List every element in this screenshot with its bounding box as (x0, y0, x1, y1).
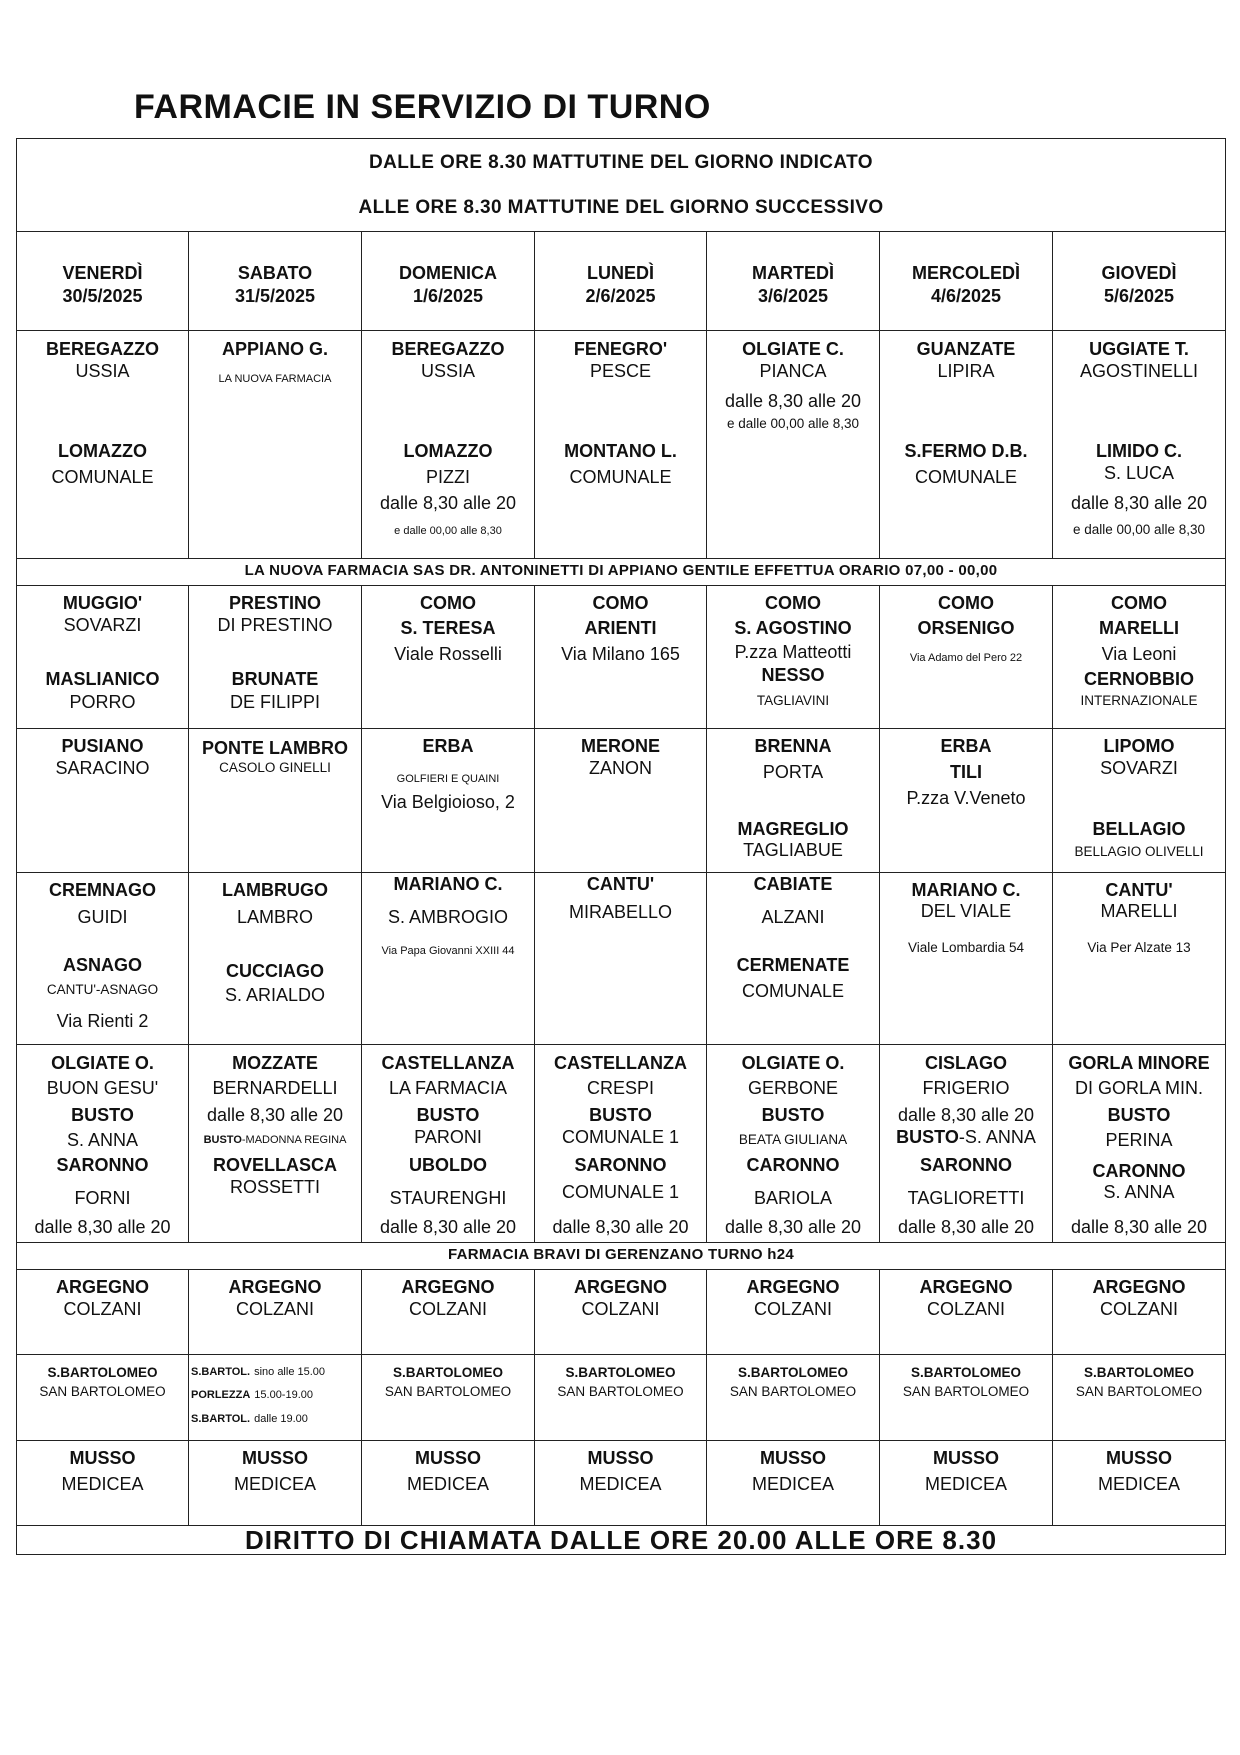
pharmacy-detail: -S. ANNA (958, 1127, 1036, 1147)
pharmacy-town: LIPOMO (1103, 736, 1175, 756)
pharmacy-town: APPIANO G. (221, 339, 328, 359)
pharmacy-town: MARIANO C. (393, 874, 503, 894)
pharmacy-town: PORLEZZA (191, 1389, 251, 1401)
duty-cell (707, 586, 880, 729)
pharmacy-town: ARIENTI (584, 618, 657, 638)
duty-cell (535, 1045, 707, 1243)
pharmacy-town: MOZZATE (232, 1053, 318, 1073)
pharmacy-town: S.BARTOLOMEO (47, 1365, 158, 1380)
duty-cell (535, 873, 707, 1045)
pharmacy-detail: Viale Lombardia 54 (907, 940, 1025, 955)
pharmacy-detail: dalle 8,30 alle 20 (552, 1217, 689, 1237)
pharmacy-detail: dalle 8,30 alle 20 (724, 391, 862, 411)
pharmacy-detail: LAMBRO (236, 907, 314, 927)
pharmacy-detail: INTERNAZIONALE (1080, 693, 1198, 708)
pharmacy-detail: DI GORLA MIN. (1074, 1078, 1204, 1098)
pharmacy-detail: PARONI (414, 1127, 482, 1147)
day-cell (189, 232, 362, 331)
pharmacy-detail: e dalle 00,00 alle 8,30 (726, 416, 860, 431)
note-bravi-text: FARMACIA BRAVI DI GERENZANO TURNO h24 (447, 1246, 795, 1263)
shift-row-7 (17, 1355, 1226, 1441)
pharmacy-detail: BUON GESU' (46, 1078, 159, 1098)
pharmacy-detail: CRESPI (586, 1078, 655, 1098)
duty-cell (189, 873, 362, 1045)
pharmacy-detail: COMUNALE (914, 467, 1017, 487)
pharmacy-detail: dalle 19.00 (254, 1413, 308, 1425)
pharmacy-town: CISLAGO (924, 1053, 1007, 1073)
pharmacy-town: BEREGAZZO (45, 339, 159, 359)
pharmacy-town: BUSTO (416, 1105, 480, 1125)
pharmacy-town: ERBA (940, 736, 992, 756)
pharmacy-town: PRESTINO (228, 593, 321, 613)
pharmacy-detail: COLZANI (235, 1299, 314, 1319)
pharmacy-town: CANTU' (586, 874, 655, 894)
pharmacy-detail: MEDICEA (1097, 1474, 1180, 1494)
pharmacy-town: BUSTO (71, 1105, 134, 1125)
day-name: MARTEDÌ (752, 263, 834, 283)
pharmacy-town: CARONNO (746, 1155, 840, 1175)
pharmacy-detail: -MADONNA REGINA (241, 1134, 347, 1146)
note-appiano (17, 559, 1226, 586)
pharmacy-town: ARGEGNO (919, 1277, 1013, 1297)
pharmacy-town: ARGEGNO (228, 1277, 322, 1297)
pharmacy-town: BRUNATE (231, 669, 319, 689)
pharmacy-detail: BEATA GIULIANA (738, 1132, 848, 1147)
schedule-table (16, 138, 1226, 1555)
duty-cell (880, 729, 1053, 873)
duty-cell (1053, 1355, 1226, 1441)
pharmacy-town: NESSO (761, 665, 825, 685)
pharmacy-detail: dalle 8,30 alle 20 (897, 1105, 1035, 1125)
pharmacy-detail: sino alle 15.00 (254, 1366, 326, 1378)
pharmacy-detail: S. ANNA (66, 1130, 139, 1150)
pharmacy-detail: dalle 8,30 alle 20 (724, 1217, 862, 1237)
pharmacy-town: LIMIDO C. (1096, 441, 1182, 461)
pharmacy-town: CASTELLANZA (381, 1053, 515, 1073)
day-cell (17, 232, 189, 331)
duty-cell (880, 1045, 1053, 1243)
pharmacy-town: COMO (420, 593, 476, 613)
duty-cell (707, 331, 880, 559)
duty-cell (1053, 1045, 1226, 1243)
pharmacy-town: S.BARTOL. (191, 1413, 251, 1425)
pharmacy-detail: COMUNALE (741, 981, 844, 1001)
duty-cell (17, 1355, 189, 1441)
pharmacy-town: S.BARTOLOMEO (1083, 1365, 1194, 1380)
pharmacy-town: TILI (950, 762, 982, 782)
duty-cell (535, 729, 707, 873)
pharmacy-town: MUSSO (932, 1448, 999, 1468)
duty-cell (189, 1441, 362, 1526)
pharmacy-town: OLGIATE O. (741, 1053, 845, 1073)
pharmacy-detail: MEDICEA (233, 1474, 316, 1494)
pharmacy-detail: DEL VIALE (920, 901, 1012, 921)
pharmacy-detail: GUIDI (77, 907, 128, 927)
day-name: MERCOLEDÌ (912, 263, 1020, 283)
pharmacy-detail: Via Belgioioso, 2 (381, 792, 515, 812)
duty-cell (707, 1441, 880, 1526)
pharmacy-detail: ROSSETTI (229, 1177, 320, 1197)
duty-cell (362, 1270, 535, 1355)
pharmacy-detail: TAGLIABUE (743, 840, 843, 860)
pharmacy-detail: SAN BARTOLOMEO (729, 1384, 857, 1399)
duty-cell (535, 1441, 707, 1526)
pharmacy-town: COMO (1111, 593, 1167, 613)
pharmacy-town: SARONNO (919, 1155, 1012, 1175)
pharmacy-detail: MEDICEA (751, 1474, 834, 1494)
pharmacy-detail: GERBONE (747, 1078, 839, 1098)
duty-cell (17, 331, 189, 559)
shift-row-6 (17, 1270, 1226, 1355)
pharmacy-detail: Via Rienti 2 (56, 1011, 149, 1031)
pharmacy-detail: dalle 8,30 alle 20 (897, 1217, 1035, 1237)
pharmacy-detail: dalle 8,30 alle 20 (379, 493, 517, 513)
duty-cell (880, 1441, 1053, 1526)
duty-cell (362, 873, 535, 1045)
duty-cell (1053, 1441, 1226, 1526)
pharmacy-detail: S. ANNA (1103, 1182, 1175, 1202)
pharmacy-town: S. AGOSTINO (734, 618, 852, 638)
pharmacy-detail: GOLFIERI E QUAINI (396, 773, 500, 785)
pharmacy-town: BRENNA (754, 736, 832, 756)
pharmacy-detail: MIRABELLO (568, 902, 673, 922)
pharmacy-detail: COLZANI (1099, 1299, 1178, 1319)
day-name: GIOVEDÌ (1101, 263, 1177, 283)
pharmacy-detail: P.zza Matteotti (734, 642, 852, 662)
pharmacy-town: MUSSO (1105, 1448, 1172, 1468)
pharmacy-town: CUCCIAGO (226, 961, 324, 981)
note-appiano-text: LA NUOVA FARMACIA SAS DR. ANTONINETTI DI APPIANO GENTILE EFFETTUA ORARIO 07,00 - 00,00 (244, 562, 998, 579)
pharmacy-detail: COLZANI (408, 1299, 487, 1319)
pharmacy-town: MERONE (580, 736, 660, 756)
duty-cell (17, 1441, 189, 1526)
footer-cell (17, 1526, 1226, 1555)
pharmacy-detail: PORTA (762, 762, 824, 782)
pharmacy-detail: MARELLI (1100, 901, 1178, 921)
pharmacy-town: SARONNO (574, 1155, 667, 1175)
pharmacy-detail: AGOSTINELLI (1079, 361, 1199, 381)
pharmacy-detail: LA NUOVA FARMACIA (218, 373, 332, 385)
pharmacy-town: ASNAGO (62, 955, 142, 975)
duty-cell (362, 586, 535, 729)
day-date: 4/6/2025 (930, 286, 1002, 306)
duty-cell (362, 729, 535, 873)
duty-cell (880, 873, 1053, 1045)
pharmacy-detail: COMUNALE 1 (561, 1127, 680, 1147)
shift-row-1 (17, 331, 1226, 559)
footer-text: DIRITTO DI CHIAMATA DALLE ORE 20.00 ALLE ORE 8.30 (244, 1525, 998, 1555)
pharmacy-town: MONTANO L. (564, 441, 677, 461)
pharmacy-detail: SAN BARTOLOMEO (557, 1384, 684, 1399)
day-name: LUNEDÌ (587, 263, 654, 283)
pharmacy-town: ARGEGNO (401, 1277, 495, 1297)
pharmacy-detail: COLZANI (63, 1299, 142, 1319)
pharmacy-town: ARGEGNO (573, 1277, 667, 1297)
duty-cell (1053, 729, 1226, 873)
pharmacy-detail: S. LUCA (1103, 463, 1175, 483)
duty-cell (17, 1270, 189, 1355)
note-row (17, 1243, 1226, 1270)
duty-cell (535, 1355, 707, 1441)
pharmacy-town: S.BARTOLOMEO (737, 1365, 848, 1380)
pharmacy-town: OLGIATE O. (51, 1053, 154, 1073)
pharmacy-detail: Via Papa Giovanni XXIII 44 (381, 945, 515, 957)
page-title: FARMACIE IN SERVIZIO DI TURNO (134, 88, 711, 126)
pharmacy-detail: dalle 8,30 alle 20 (1070, 493, 1208, 513)
pharmacy-town: CASTELLANZA (554, 1053, 687, 1073)
pharmacy-detail: DE FILIPPI (229, 692, 321, 712)
duty-cell (1053, 873, 1226, 1045)
duty-cell (189, 729, 362, 873)
duty-cell (1053, 331, 1226, 559)
day-cell (362, 232, 535, 331)
pharmacy-detail: ZANON (589, 758, 652, 778)
duty-cell (880, 1270, 1053, 1355)
pharmacy-town: BUSTO (203, 1134, 242, 1146)
day-name: VENERDÌ (62, 263, 143, 283)
pharmacy-detail: Via Leoni (1101, 644, 1177, 664)
day-name: DOMENICA (399, 263, 497, 283)
day-cell (707, 232, 880, 331)
pharmacy-detail: TAGLIORETTI (907, 1188, 1025, 1208)
pharmacy-town: MASLIANICO (45, 669, 160, 689)
pharmacy-detail: PIANCA (759, 361, 827, 381)
pharmacy-town: S.BARTOLOMEO (910, 1365, 1021, 1380)
pharmacy-town: LOMAZZO (58, 441, 147, 461)
pharmacy-town: GORLA MINORE (1068, 1053, 1210, 1073)
pharmacy-detail: dalle 8,30 alle 20 (34, 1217, 171, 1237)
duty-cell (189, 1355, 362, 1441)
duty-cell (535, 331, 707, 559)
pharmacy-detail: ALZANI (761, 907, 825, 927)
duty-cell (880, 586, 1053, 729)
pharmacy-town: COMO (592, 593, 649, 613)
pharmacy-town: CANTU' (1105, 880, 1173, 900)
duty-cell (1053, 1270, 1226, 1355)
pharmacy-detail: S. ARIALDO (224, 985, 326, 1005)
pharmacy-detail: STAURENGHI (389, 1188, 507, 1208)
pharmacy-detail: SOVARZI (1100, 758, 1178, 778)
pharmacy-town: UGGIATE T. (1089, 339, 1189, 359)
pharmacy-town: CREMNAGO (49, 880, 156, 900)
duty-cell (189, 1270, 362, 1355)
pharmacy-detail: BELLAGIO OLIVELLI (1074, 844, 1204, 859)
shift-row-5 (17, 1045, 1226, 1243)
pharmacy-detail: S. AMBROGIO (387, 907, 509, 927)
shift-row-4 (17, 873, 1226, 1045)
pharmacy-detail: FORNI (74, 1188, 131, 1208)
pharmacy-detail: SAN BARTOLOMEO (384, 1384, 512, 1399)
pharmacy-detail: BERNARDELLI (212, 1078, 338, 1098)
header-line-2: ALLE ORE 8.30 MATTUTINE DEL GIORNO SUCCESSIVO (358, 197, 884, 218)
pharmacy-detail: FRIGERIO (922, 1078, 1010, 1098)
pharmacy-detail: SAN BARTOLOMEO (902, 1384, 1030, 1399)
pharmacy-detail: COLZANI (753, 1299, 832, 1319)
pharmacy-detail: USSIA (75, 361, 130, 381)
pharmacy-detail: COLZANI (926, 1299, 1005, 1319)
pharmacy-detail: Via Per Alzate 13 (1087, 940, 1191, 955)
pharmacy-town: MAGREGLIO (737, 819, 849, 839)
pharmacy-town: MUSSO (759, 1448, 826, 1468)
duty-cell (707, 729, 880, 873)
pharmacy-town: MUSSO (241, 1448, 308, 1468)
pharmacy-town: SARONNO (56, 1155, 149, 1175)
duty-cell (17, 1045, 189, 1243)
pharmacy-detail: MEDICEA (924, 1474, 1007, 1494)
pharmacy-detail: dalle 8,30 alle 20 (206, 1105, 344, 1125)
pharmacy-detail: MEDICEA (406, 1474, 489, 1494)
day-date: 30/5/2025 (62, 286, 143, 306)
pharmacy-town: OLGIATE C. (742, 339, 844, 359)
pharmacy-town: BELLAGIO (1092, 819, 1186, 839)
pharmacy-town: MUSSO (414, 1448, 481, 1468)
pharmacy-detail: Via Milano 165 (561, 644, 680, 664)
pharmacy-town: BUSTO (589, 1105, 652, 1125)
duty-cell (17, 729, 189, 873)
duty-cell (707, 1270, 880, 1355)
pharmacy-detail: CANTU'-ASNAGO (46, 982, 159, 997)
duty-cell (17, 873, 189, 1045)
day-cell (880, 232, 1053, 331)
pharmacy-detail: PIZZI (426, 467, 470, 487)
pharmacy-town: ORSENIGO (917, 618, 1015, 638)
pharmacy-detail: 15.00-19.00 (254, 1389, 313, 1401)
pharmacy-detail: MEDICEA (579, 1474, 662, 1494)
footer-row (17, 1526, 1226, 1555)
pharmacy-detail: COMUNALE (569, 467, 672, 487)
pharmacy-town: ARGEGNO (1092, 1277, 1186, 1297)
duty-cell (362, 1045, 535, 1243)
pharmacy-detail: SARACINO (55, 758, 150, 778)
pharmacy-detail: USSIA (420, 361, 476, 381)
pharmacy-town: COMO (765, 593, 821, 613)
duty-cell (362, 1441, 535, 1526)
pharmacy-town: S. TERESA (400, 618, 496, 638)
pharmacy-detail: dalle 8,30 alle 20 (1070, 1217, 1208, 1237)
pharmacy-town: S.BARTOLOMEO (565, 1365, 676, 1380)
duty-cell (189, 331, 362, 559)
pharmacy-town: FENEGRO' (573, 339, 668, 359)
day-date: 31/5/2025 (234, 286, 316, 306)
pharmacy-detail: SOVARZI (63, 615, 142, 635)
pharmacy-town: LOMAZZO (403, 441, 493, 461)
header-cell (17, 139, 1226, 232)
pharmacy-detail: BARIOLA (753, 1188, 833, 1208)
day-cell (535, 232, 707, 331)
pharmacy-detail: SAN BARTOLOMEO (39, 1384, 166, 1399)
duty-cell (535, 586, 707, 729)
pharmacy-town: S.BARTOLOMEO (392, 1365, 503, 1380)
pharmacy-town: S.FERMO D.B. (904, 441, 1028, 461)
shift-row-2 (17, 586, 1226, 729)
duty-cell (362, 331, 535, 559)
pharmacy-town: ERBA (422, 736, 474, 756)
pharmacy-town: LAMBRUGO (222, 880, 328, 900)
duty-cell (189, 1045, 362, 1243)
duty-cell (535, 1270, 707, 1355)
header-row (17, 139, 1226, 232)
day-cell (1053, 232, 1226, 331)
pharmacy-detail: LA FARMACIA (388, 1078, 508, 1098)
pharmacy-town: COMO (938, 593, 994, 613)
duty-cell (1053, 586, 1226, 729)
pharmacy-town: MUGGIO' (62, 593, 143, 613)
pharmacy-detail: PORRO (69, 692, 136, 712)
shift-row-3 (17, 729, 1226, 873)
pharmacy-town: MUSSO (69, 1448, 136, 1468)
pharmacy-detail: Viale Rosselli (394, 644, 502, 664)
pharmacy-detail: e dalle 00,00 alle 8,30 (1072, 522, 1206, 537)
pharmacy-town: BUSTO (896, 1127, 959, 1147)
shift-row-8 (17, 1441, 1226, 1526)
pharmacy-detail: LIPIRA (937, 361, 995, 381)
duty-cell (880, 1355, 1053, 1441)
duty-cell (707, 873, 880, 1045)
duty-cell (189, 586, 362, 729)
pharmacy-town: ARGEGNO (55, 1277, 149, 1297)
pharmacy-detail: dalle 8,30 alle 20 (379, 1217, 517, 1237)
days-row (17, 232, 1226, 331)
pharmacy-town: CABIATE (753, 874, 833, 894)
note-bravi (17, 1243, 1226, 1270)
duty-cell (880, 331, 1053, 559)
header-line-1: DALLE ORE 8.30 MATTUTINE DEL GIORNO INDICATO (369, 152, 873, 173)
pharmacy-detail: DI PRESTINO (217, 615, 333, 635)
pharmacy-town: S.BARTOL. (191, 1366, 251, 1378)
pharmacy-detail: TAGLIAVINI (756, 693, 830, 708)
pharmacy-detail: SAN BARTOLOMEO (1075, 1384, 1203, 1399)
day-date: 2/6/2025 (585, 286, 656, 306)
day-date: 5/6/2025 (1103, 286, 1175, 306)
pharmacy-detail: PERINA (1105, 1130, 1173, 1150)
day-date: 1/6/2025 (412, 286, 484, 306)
pharmacy-town: CERMENATE (736, 955, 850, 975)
pharmacy-detail: P.zza V.Veneto (906, 788, 1026, 808)
pharmacy-detail: CASOLO GINELLI (219, 760, 331, 775)
day-date: 3/6/2025 (757, 286, 829, 306)
pharmacy-town: MARIANO C. (911, 880, 1021, 900)
pharmacy-town: PONTE LAMBRO (202, 738, 348, 758)
pharmacy-town: CERNOBBIO (1083, 669, 1194, 689)
duty-cell (707, 1355, 880, 1441)
pharmacy-detail: COMUNALE (51, 467, 154, 487)
pharmacy-town: ROVELLASCA (212, 1155, 337, 1175)
pharmacy-detail: PESCE (589, 361, 652, 381)
pharmacy-detail: COMUNALE 1 (561, 1182, 680, 1202)
note-row (17, 559, 1226, 586)
pharmacy-town: MARELLI (1099, 618, 1179, 638)
duty-cell (362, 1355, 535, 1441)
pharmacy-town: GUANZATE (916, 339, 1016, 359)
pharmacy-town: BUSTO (761, 1105, 825, 1125)
pharmacy-town: BUSTO (1107, 1105, 1171, 1125)
pharmacy-detail: MEDICEA (61, 1474, 144, 1494)
pharmacy-detail: e dalle 00,00 alle 8,30 (394, 525, 502, 537)
pharmacy-town: UBOLDO (409, 1155, 487, 1175)
pharmacy-detail: Via Adamo del Pero 22 (909, 652, 1023, 664)
pharmacy-town: PUSIANO (61, 736, 144, 756)
pharmacy-town: ARGEGNO (746, 1277, 840, 1297)
pharmacy-town: MUSSO (587, 1448, 654, 1468)
duty-cell (707, 1045, 880, 1243)
pharmacy-detail: COLZANI (581, 1299, 660, 1319)
day-name: SABATO (237, 263, 313, 283)
pharmacy-town: BEREGAZZO (391, 339, 505, 359)
duty-cell (17, 586, 189, 729)
pharmacy-town: CARONNO (1092, 1161, 1186, 1181)
